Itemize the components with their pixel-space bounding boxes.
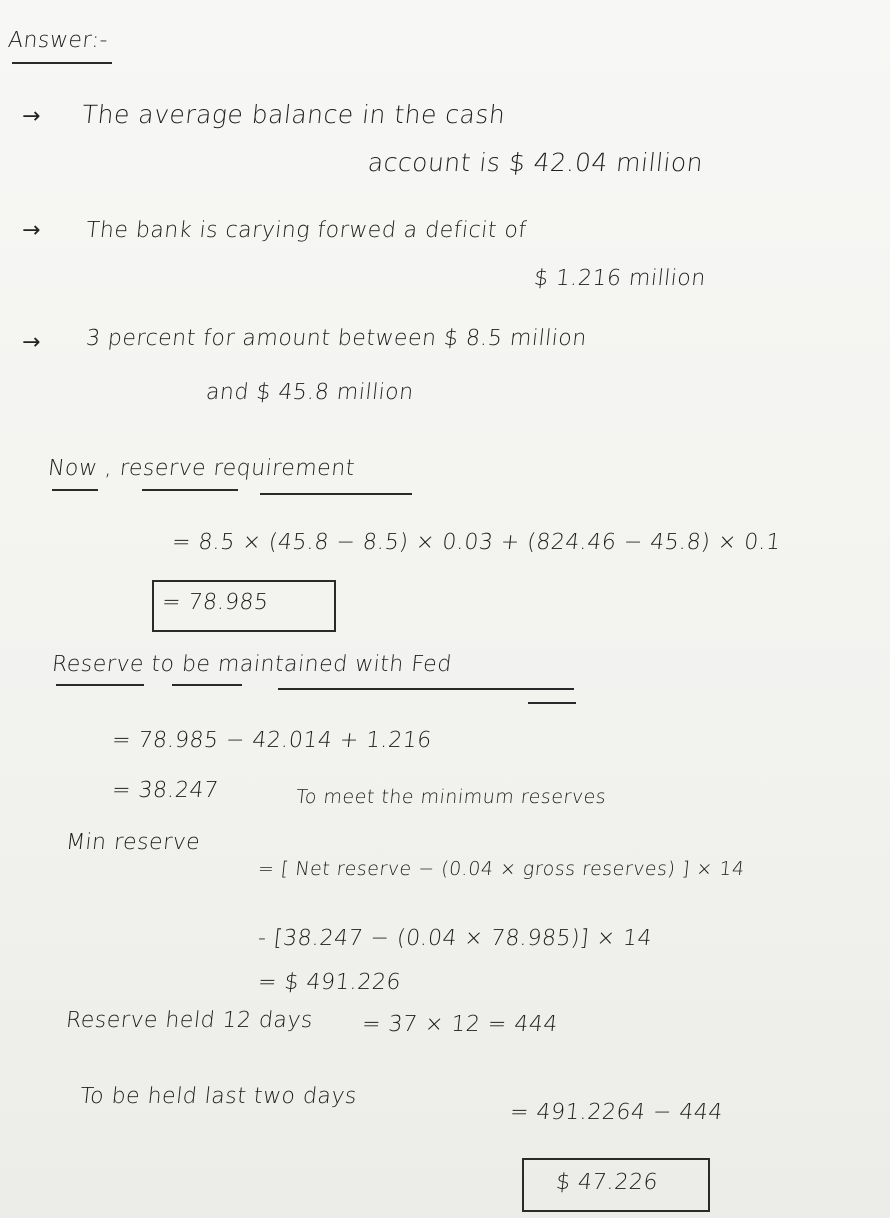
last-two-days-calc: = 491.2264 − 444 xyxy=(508,1100,725,1125)
answer-heading: Answer:- xyxy=(6,28,110,53)
arrow-icon: → xyxy=(22,330,41,355)
min-reserve-substituted: - [38.247 − (0.04 × 78.985)] × 14 xyxy=(256,926,654,951)
reserve-with-fed-calc: = 78.985 − 42.014 + 1.216 xyxy=(110,728,434,753)
reserve-with-fed-underline xyxy=(278,688,574,690)
arrow-icon: → xyxy=(22,104,41,129)
point-2-line-2: $ 1.216 million xyxy=(532,266,708,291)
reserve-with-fed-underline xyxy=(56,684,144,686)
heading-underline xyxy=(12,62,112,64)
reserve-requirement-underline xyxy=(52,489,98,491)
reserve-requirement-result: = 78.985 xyxy=(160,590,270,615)
point-2-line-1: The bank is carying forwed a deficit of xyxy=(84,218,528,243)
reserve-held-label: Reserve held 12 days xyxy=(64,1008,315,1033)
point-1-line-2: account is $ 42.04 million xyxy=(366,148,705,177)
min-reserve-formula: = [ Net reserve − (0.04 × gross reserves) ] × 14 xyxy=(256,858,746,880)
arrow-icon: → xyxy=(22,218,41,243)
point-1-line-1: The average balance in the cash xyxy=(80,100,507,129)
reserve-with-fed-note: To meet the minimum reserves xyxy=(294,786,608,808)
min-reserve-label: Min reserve xyxy=(64,830,202,855)
reserve-held-calc: = 37 × 12 = 444 xyxy=(360,1012,560,1037)
reserve-with-fed-underline xyxy=(528,702,576,704)
point-3-line-2: and $ 45.8 million xyxy=(204,380,415,405)
min-reserve-result: = $ 491.226 xyxy=(256,970,403,995)
reserve-requirement-formula: = 8.5 × (45.8 − 8.5) × 0.03 + (824.46 − 45.8) × 0.1 xyxy=(170,530,782,555)
reserve-requirement-underline xyxy=(142,489,238,491)
reserve-requirement-underline xyxy=(260,493,412,495)
final-result: $ 47.226 xyxy=(554,1170,660,1195)
point-3-line-1: 3 percent for amount between $ 8.5 million xyxy=(84,326,589,351)
reserve-with-fed-label: Reserve to be maintained with Fed xyxy=(50,652,454,677)
reserve-with-fed-underline xyxy=(172,684,242,686)
reserve-with-fed-result: = 38.247 xyxy=(110,778,220,803)
reserve-requirement-label: Now , reserve requirement xyxy=(46,456,357,481)
last-two-days-label: To be held last two days xyxy=(78,1084,359,1109)
